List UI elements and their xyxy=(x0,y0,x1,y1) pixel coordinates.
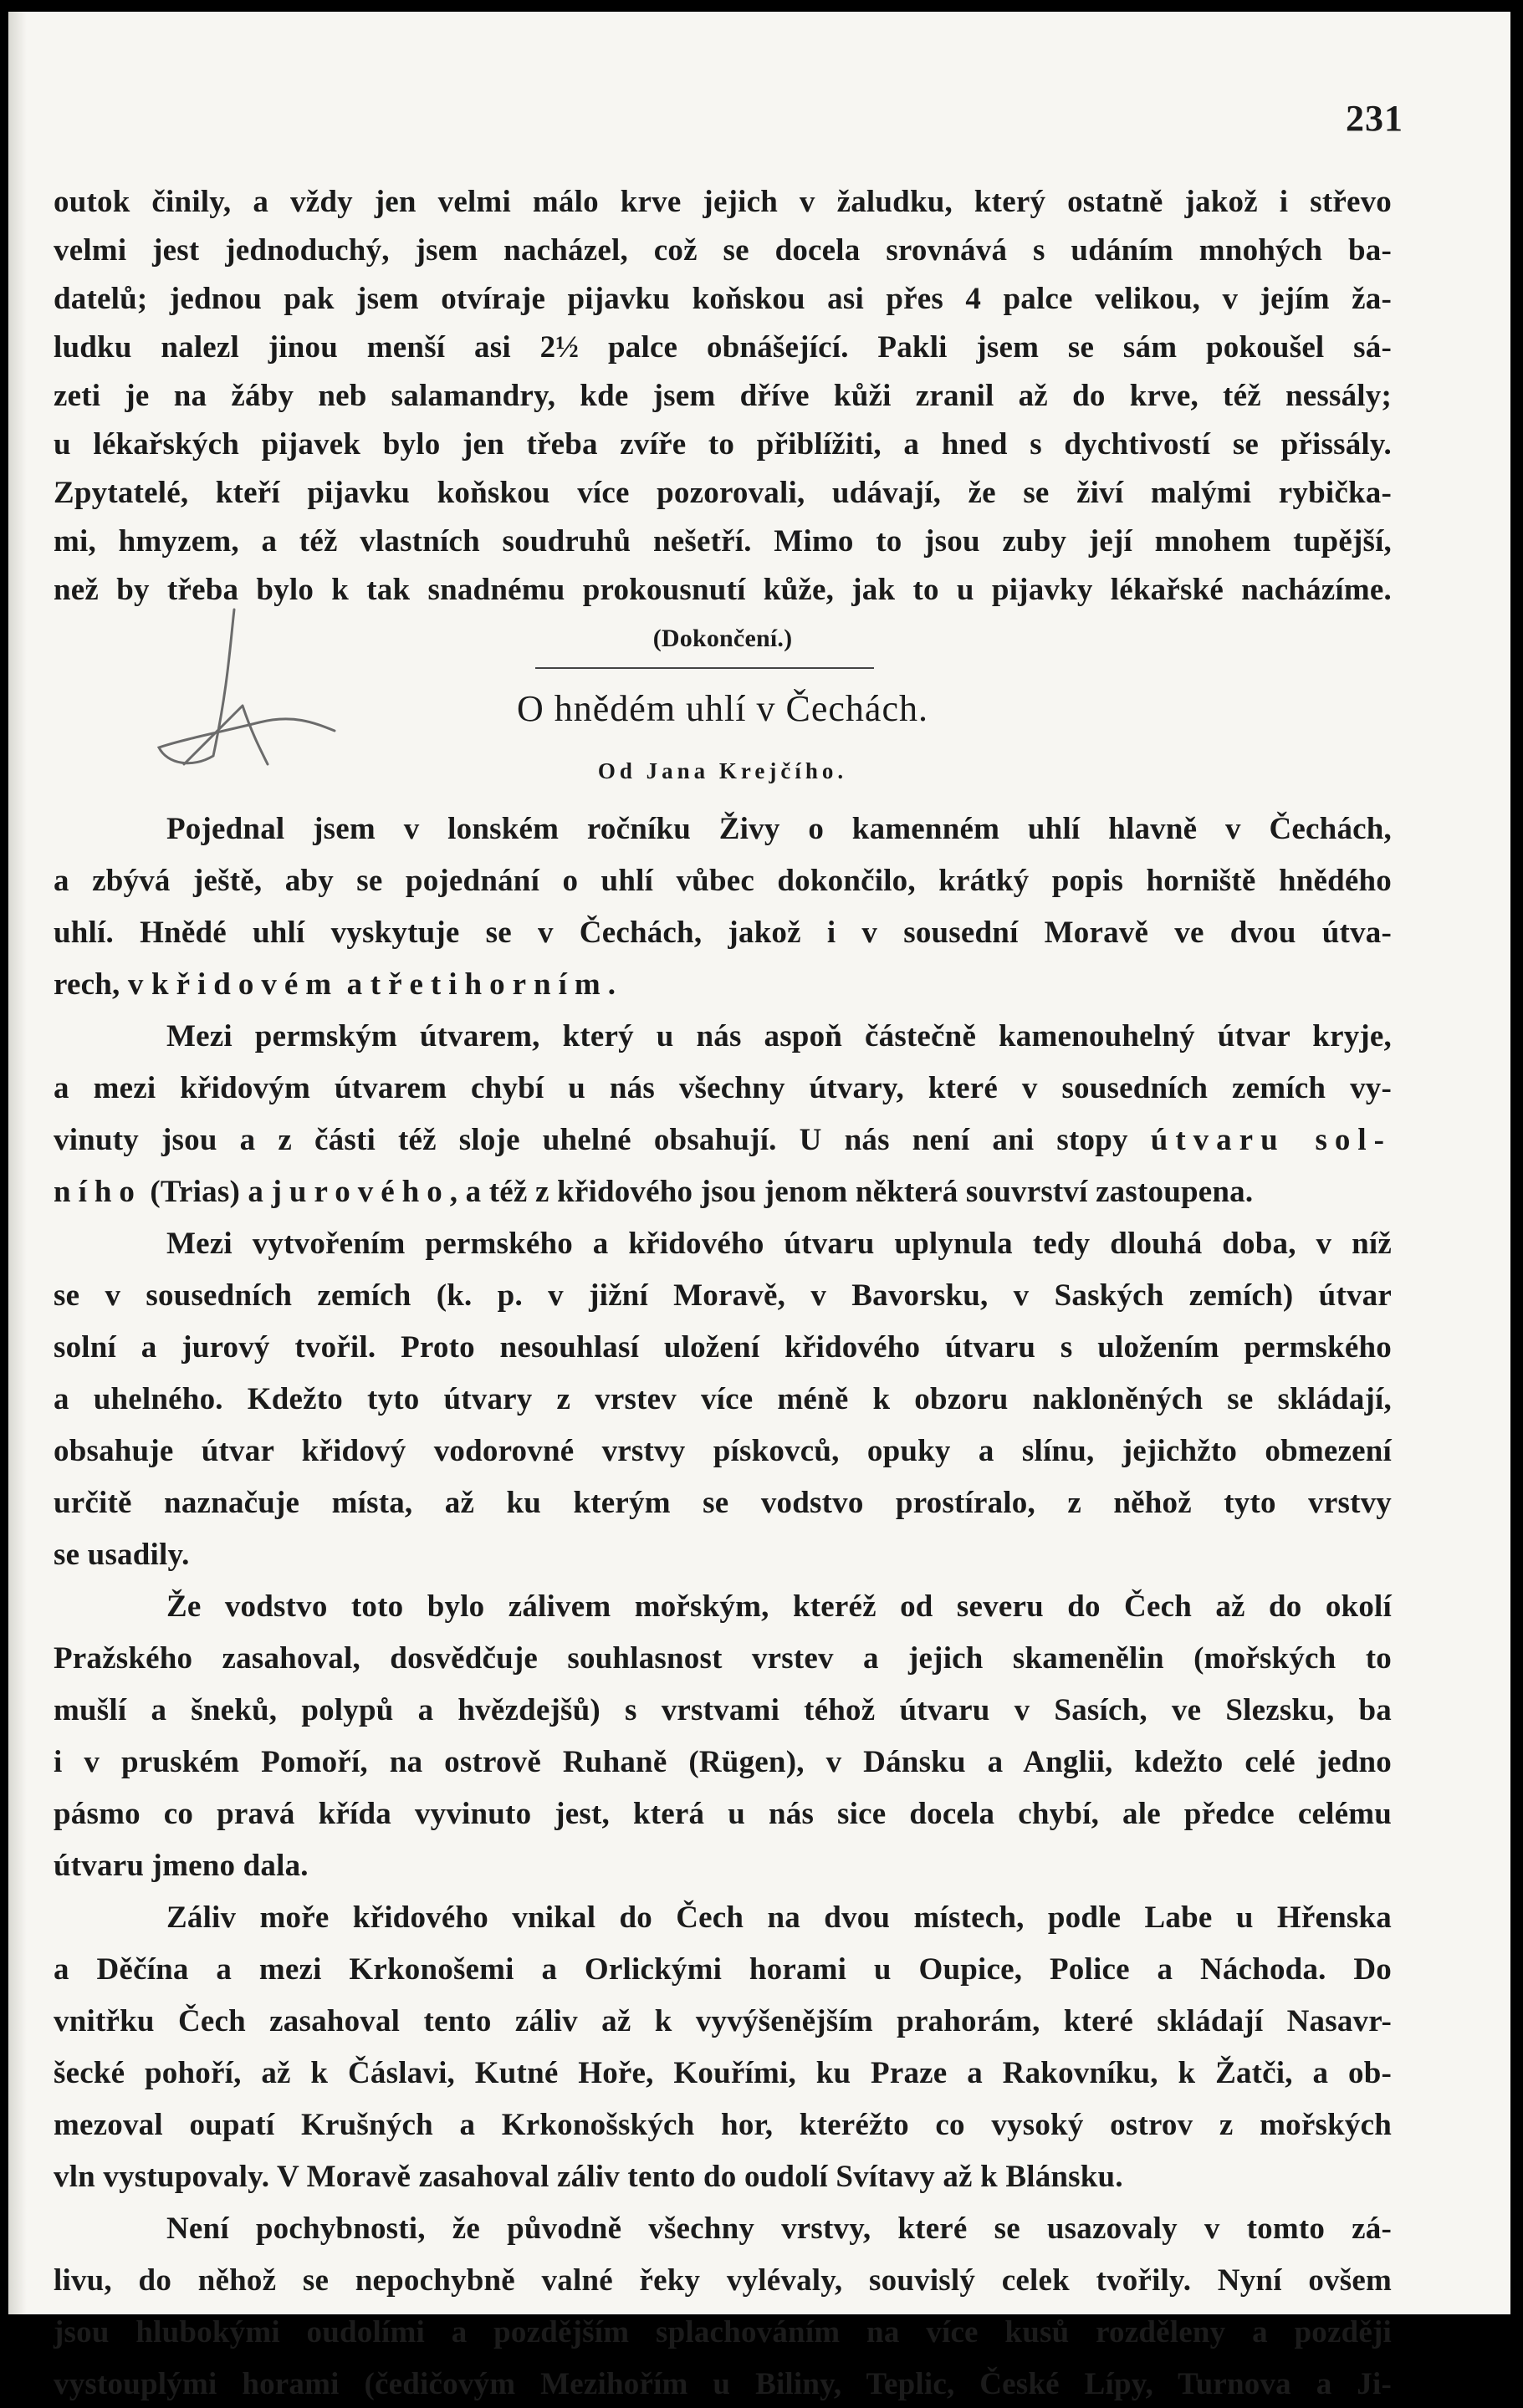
text-line: mi, hmyzem, a též vlastních soudruhů nešetří. Mimo to jsou zuby její mnohem tupější, xyxy=(54,524,1392,559)
text-line: vln vystupovaly. V Moravě zasahoval záliv tento do oudolí Svítavy až k Blánsku. xyxy=(54,2160,1123,2194)
text-fragment: a xyxy=(339,967,371,1002)
text-line xyxy=(54,1117,1392,1164)
text-line: a zbývá ještě, aby se pojednání o uhlí vůbec dokončilo, krátký popis horniště hnědého xyxy=(54,864,1392,898)
text-fragment: vinuty jsou a z části též sloje uhelné obsahují. U nás není ani stopy xyxy=(54,1123,1151,1157)
text-line: pásmo co pravá křída vyvinuto jest, která u nás sice docela chybí, ale předce celému xyxy=(54,1797,1392,1831)
section-divider xyxy=(535,667,874,669)
scan-edge xyxy=(8,12,27,2314)
text-line: Mezi permským útvarem, který u nás aspoň částečně kamenouhelný útvar kryje, xyxy=(166,1019,1392,1054)
text-line xyxy=(54,1169,1392,1216)
text-line: vystouplými horami (čedičovým Mezihořím u Biliny, Teplic, České Lípy, Turnova a Ji- xyxy=(54,2367,1392,2401)
text-line: určitě naznačuje místa, až ku kterým se vodstvo prostíralo, z něhož tyto vrstvy xyxy=(54,1486,1392,1520)
text-line: vnitřku Čech zasahoval tento záliv až k vyvýšenějším prahorám, které skládají Nasavr- xyxy=(54,2004,1392,2038)
text-fragment: . xyxy=(607,967,616,1002)
scanned-page xyxy=(8,12,1510,2401)
text-line: Že vodstvo toto bylo zálivem mořským, kteréž od severu do Čech až do okolí xyxy=(166,1589,1392,1624)
spaced-term: ního xyxy=(54,1175,142,1209)
text-line xyxy=(54,962,1392,1008)
text-fragment: (Trias) a xyxy=(141,1175,272,1209)
text-line: a Děčína a mezi Krkonošemi a Orlickými horami u Oupice, Police a Náchoda. Do xyxy=(54,1952,1392,1987)
page-number: 231 xyxy=(1346,98,1403,139)
text-line: Pojednal jsem v lonském ročníku Živy o kamenném uhlí hlavně v Čechách, xyxy=(166,812,1392,846)
text-line: se v sousedních zemích (k. p. v jižní Moravě, v Bavorsku, v Saských zemích) útvar xyxy=(54,1278,1392,1313)
text-line: se usadily. xyxy=(54,1538,190,1572)
author-name: Jana Krejčího. xyxy=(646,758,848,783)
text-line: mezoval oupatí Krušných a Krkonošských hor, kteréžto co vysoký ostrov z mořských xyxy=(54,2108,1392,2142)
text-line: i v pruském Pomoří, na ostrově Ruhaně (Rügen), v Dánsku a Anglii, kdežto celé jedno xyxy=(54,1745,1392,1779)
text-line: Mezi vytvořením permského a křidového útvaru uplynula tedy dlouhá doba, v níž xyxy=(166,1227,1392,1261)
text-line: Zpytatelé, kteří pijavku koňskou více pozorovali, udávají, že se živí malými rybička- xyxy=(54,476,1392,510)
text-line: a mezi křidovým útvarem chybí u nás všechny útvary, které v sousedních zemích vy- xyxy=(54,1071,1392,1105)
text-line: velmi jest jednoduchý, jsem nacházel, což se docela srovnává s udáním mnohých ba- xyxy=(54,233,1392,268)
text-line: datelů; jednou pak jsem otvíraje pijavku koňskou asi přes 4 palce velikou, v jejím ža- xyxy=(54,282,1392,316)
text-line: mušlí a šneků, polypů a hvězdejšů) s vrstvami téhož útvaru v Sasích, ve Slezsku, ba xyxy=(54,1693,1392,1727)
text-line: livu, do něhož se nepochybně valné řeky vylévaly, souvislý celek tvořily. Nyní ovšem xyxy=(54,2263,1392,2298)
text-fragment: rech, v xyxy=(54,967,152,1002)
article-title: O hnědém uhlí v Čechách. xyxy=(517,688,928,729)
spaced-term: křidovém xyxy=(151,967,340,1002)
text-line: a uhelného. Kdežto tyto útvary z vrstev více méně k obzoru nakloněných se skládají, xyxy=(54,1382,1392,1416)
text-line: šecké pohoří, až k Čáslavi, Kutné Hoře, Kouřími, ku Praze a Rakovníku, k Žatči, a ob- xyxy=(54,2056,1392,2090)
article-author xyxy=(54,758,1392,784)
text-line: útvaru jmeno dala. xyxy=(54,1849,309,1883)
spaced-term: třetihorním xyxy=(370,967,608,1002)
text-line: uhlí. Hnědé uhlí vyskytuje se v Čechách, jakož i v sousední Moravě ve dvou útva- xyxy=(54,916,1392,950)
text-line: ludku nalezl jinou menší asi 2½ palce obnášející. Pakli jsem se sám pokoušel sá- xyxy=(54,330,1392,365)
end-note: (Dokončení.) xyxy=(652,625,793,652)
text-line: než by třeba bylo k tak snadnému prokousnutí kůže, jak to u pijavky lékařské nacházíme. xyxy=(54,573,1392,607)
text-line: outok činily, a vždy jen velmi málo krve jejich v žaludku, který ostatně jakož i střevo xyxy=(54,185,1392,219)
text-fragment: , a též z křidového jsou jenom některá souvrství zastoupena. xyxy=(449,1175,1254,1209)
text-line: zeti je na žáby neb salamandry, kde jsem dříve kůži zranil až do krve, též nessály; xyxy=(54,379,1392,413)
spaced-term: útvaru sol- xyxy=(1150,1123,1392,1157)
text-line: jsou hlubokými oudolími a pozdějším splachováním na více kusů rozděleny a později xyxy=(54,2315,1392,2349)
text-line: solní a jurový tvořil. Proto nesouhlasí uložení křidového útvaru s uložením permského xyxy=(54,1330,1392,1365)
text-line: obsahuje útvar křidový vodorovné vrstvy pískovců, opuky a slínu, jejichžto obmezení xyxy=(54,1434,1392,1468)
text-line: Není pochybnosti, že původně všechny vrstvy, které se usazovaly v tomto zá- xyxy=(166,2212,1392,2246)
spaced-term: jurového xyxy=(271,1175,450,1209)
text-line: u lékařských pijavek bylo jen třeba zvíře to přiblížiti, a hned s dychtivostí se přissály. xyxy=(54,427,1392,462)
text-line: Pražského zasahoval, dosvědčuje souhlasnost vrstev a jejich skamenělin (mořských to xyxy=(54,1641,1392,1676)
author-prefix: Od xyxy=(597,758,636,783)
text-line: Záliv moře křidového vnikal do Čech na dvou místech, podle Labe u Hřenska xyxy=(166,1900,1392,1935)
